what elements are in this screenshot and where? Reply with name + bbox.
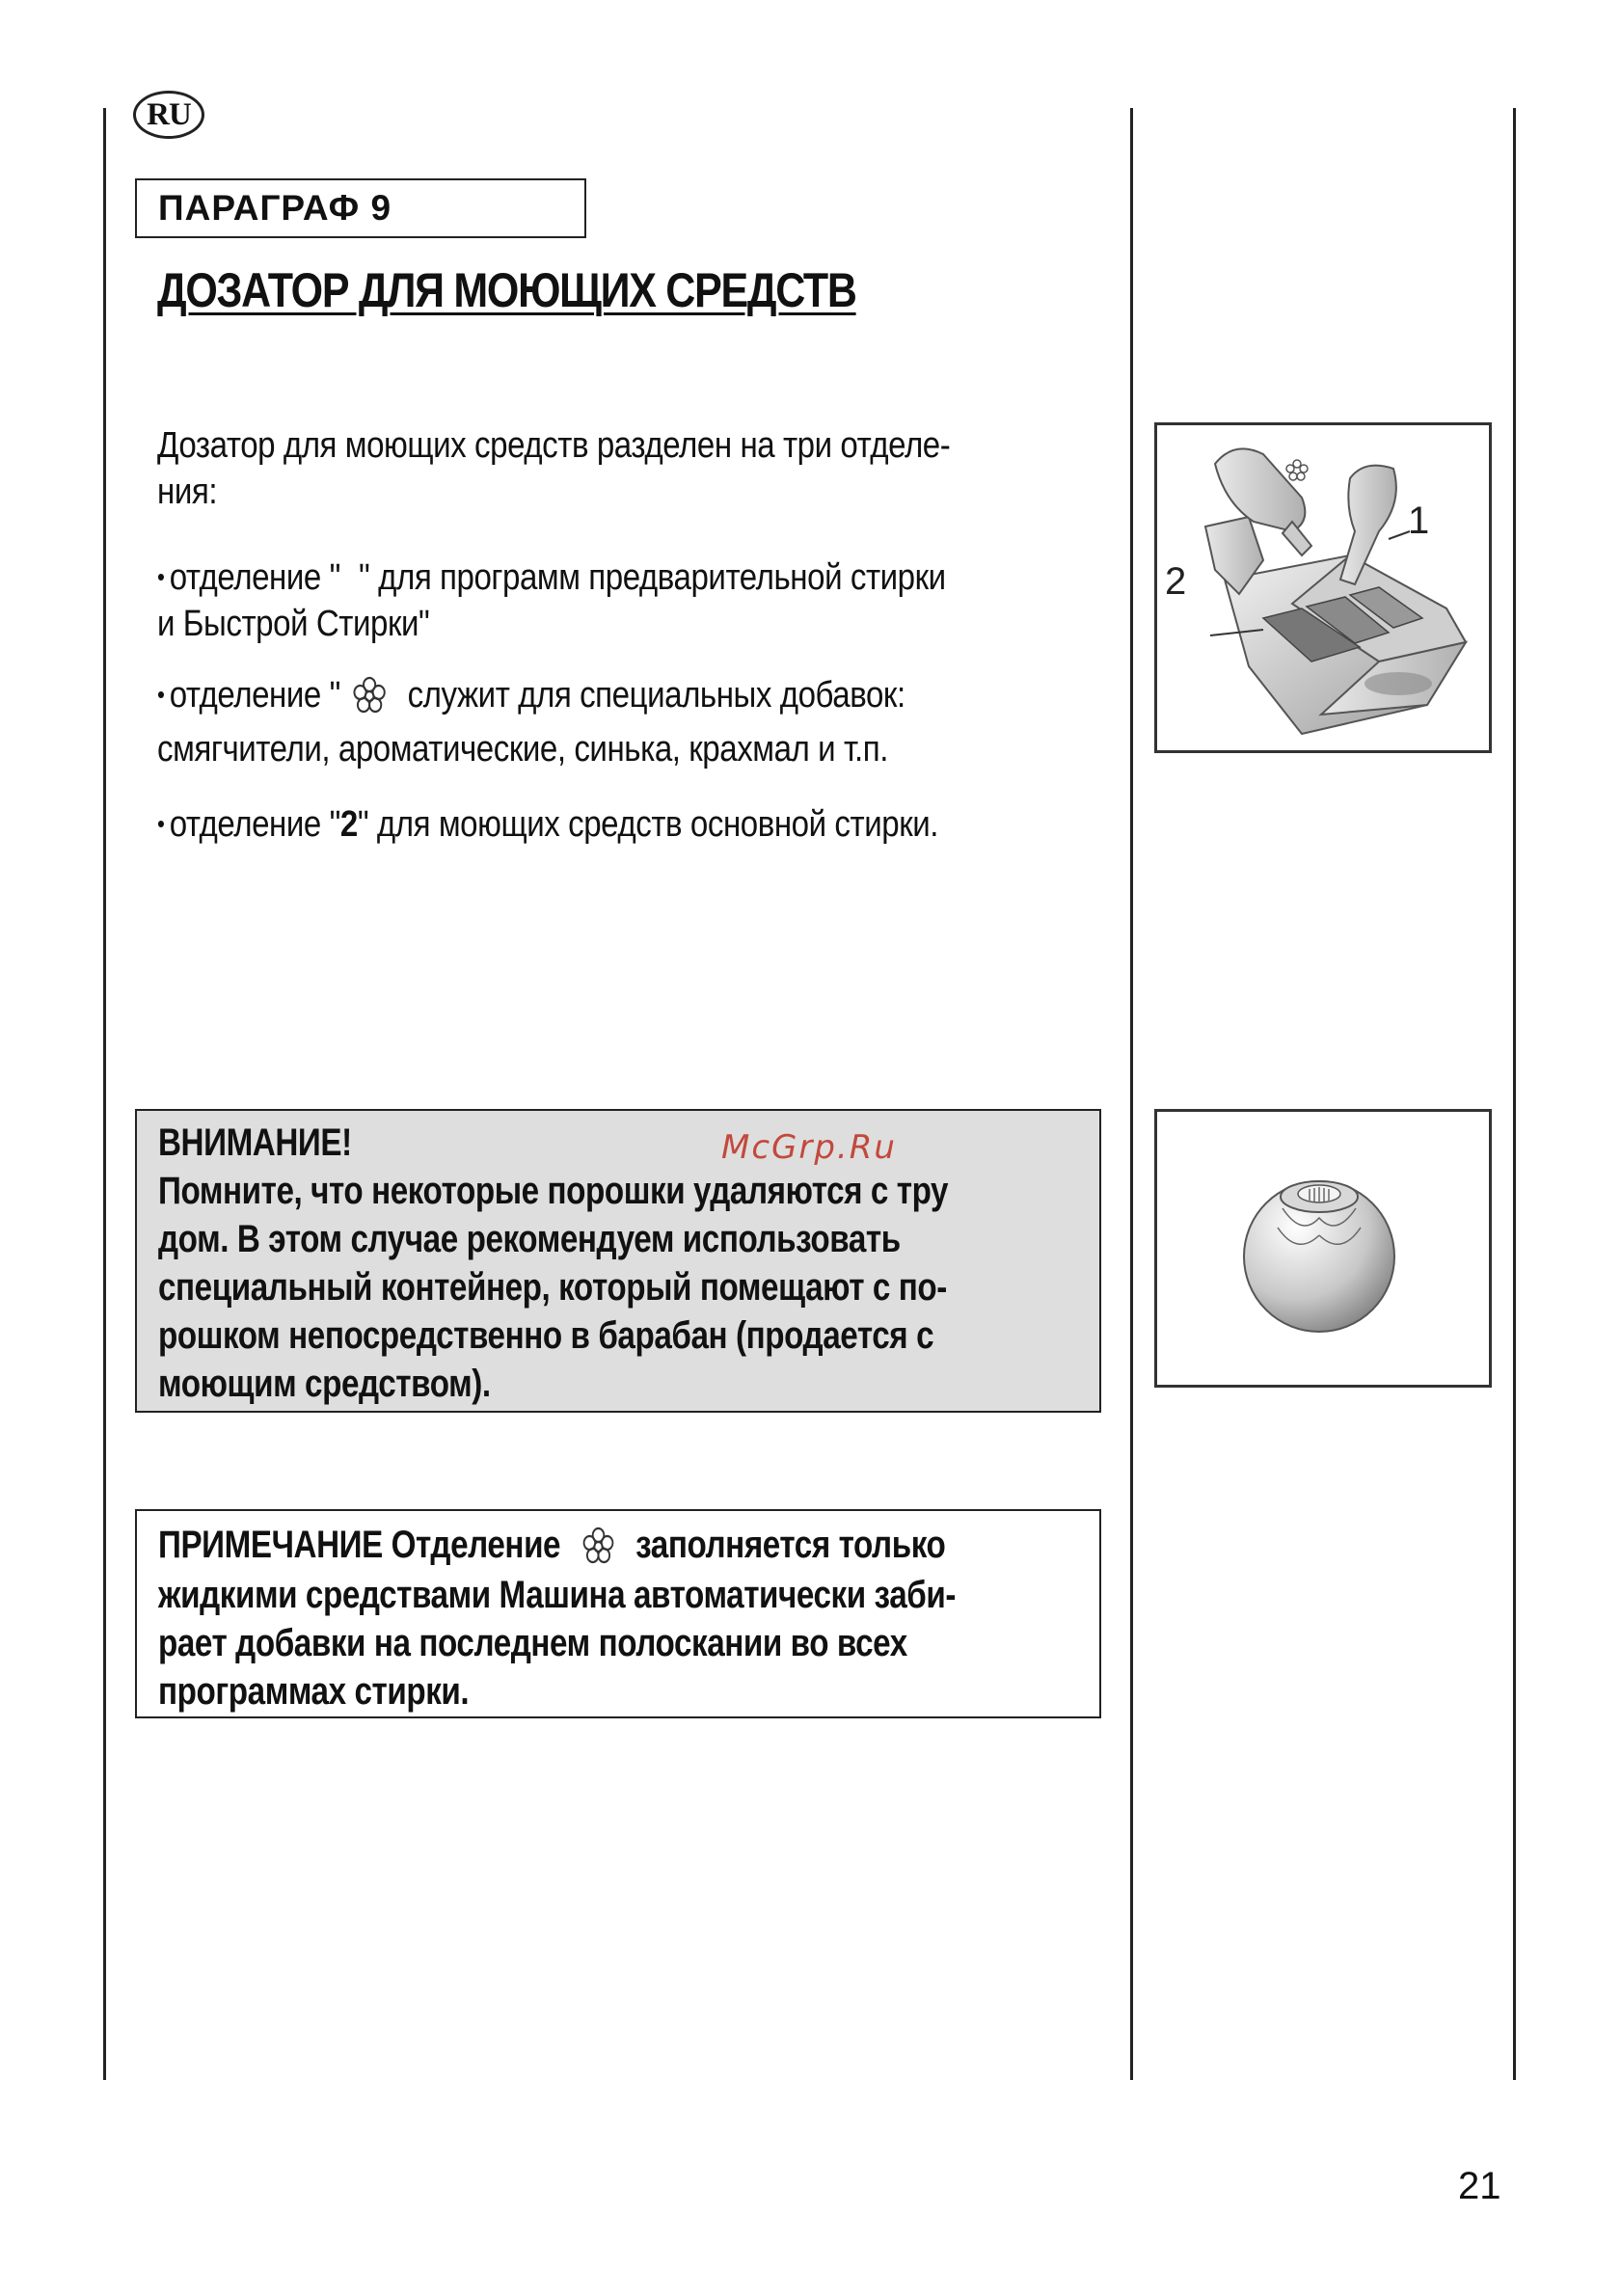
note-line-4: программах стирки. xyxy=(158,1670,470,1713)
list-item xyxy=(157,800,938,848)
item-1-text-a: отделение " xyxy=(169,557,340,598)
list-item xyxy=(157,671,905,772)
item-2-text-b: служит для специальных добавок: xyxy=(398,675,905,716)
flower-icon xyxy=(578,1523,618,1571)
note-line-3: рает добавки на последнем полоскании во всех xyxy=(158,1622,907,1664)
item-3-compartment-number: 2 xyxy=(339,804,358,845)
note-line-1-b: заполняется только xyxy=(635,1524,946,1566)
warning-line-4: рошком непосредственно в барабан (продается с xyxy=(158,1314,934,1357)
bullet-icon: • xyxy=(157,680,165,709)
intro-line-1: Дозатор для моющих средств разделен на три отделе- xyxy=(157,425,951,466)
intro-paragraph xyxy=(157,422,950,515)
warning-box xyxy=(135,1109,1101,1413)
right-margin-line xyxy=(1513,108,1516,2080)
page-number: 21 xyxy=(1458,2165,1501,2207)
item-1-text-b: " для программ предварительной стирки xyxy=(359,557,946,598)
section-label: ПАРАГРАФ 9 xyxy=(135,178,586,238)
note-text xyxy=(158,1521,956,1715)
language-badge: RU xyxy=(133,91,204,139)
flower-icon xyxy=(349,672,392,720)
note-line-1-a: ПРИМЕЧАНИЕ Отделение xyxy=(158,1524,561,1566)
item-1-line-2: и Быстрой Стирки" xyxy=(157,604,430,644)
item-3-text-b: " для моющих средств основной стирки. xyxy=(357,804,939,845)
item-2-line-2: смягчители, ароматические, синька, крахмал и т.п. xyxy=(157,729,888,770)
item-2-text-a: отделение " xyxy=(169,675,340,716)
compartment-label-2: 2 xyxy=(1165,560,1187,603)
column-divider-line xyxy=(1130,108,1133,2080)
bullet-icon: • xyxy=(157,562,165,591)
item-3-text-a: отделение " xyxy=(169,804,340,845)
intro-line-2: ния: xyxy=(157,472,218,512)
warning-heading: ВНИМАНИЕ! xyxy=(158,1121,352,1164)
warning-line-5: моющим средством). xyxy=(158,1363,491,1405)
warning-line-1: Помните, что некоторые порошки удаляются с тру xyxy=(158,1170,949,1212)
detergent-ball-illustration xyxy=(1157,1112,1489,1385)
page-title: ДОЗАТОР ДЛЯ МОЮЩИХ СРЕДСТВ xyxy=(157,263,856,317)
list-item xyxy=(157,554,946,647)
bullet-icon: • xyxy=(157,809,165,838)
note-box xyxy=(135,1509,1101,1718)
detergent-drawer-illustration xyxy=(1157,425,1489,750)
detergent-ball-figure xyxy=(1154,1109,1492,1388)
warning-line-3: специальный контейнер, который помещают с по- xyxy=(158,1266,947,1309)
watermark-text: McGrp.Ru xyxy=(721,1128,897,1167)
warning-line-2: дом. В этом случае рекомендуем использовать xyxy=(158,1218,901,1260)
compartment-label-1: 1 xyxy=(1408,500,1430,542)
left-margin-line xyxy=(103,108,106,2080)
detergent-drawer-figure xyxy=(1154,422,1492,753)
note-line-2: жидкими средствами Машина автоматически заби- xyxy=(158,1574,956,1616)
